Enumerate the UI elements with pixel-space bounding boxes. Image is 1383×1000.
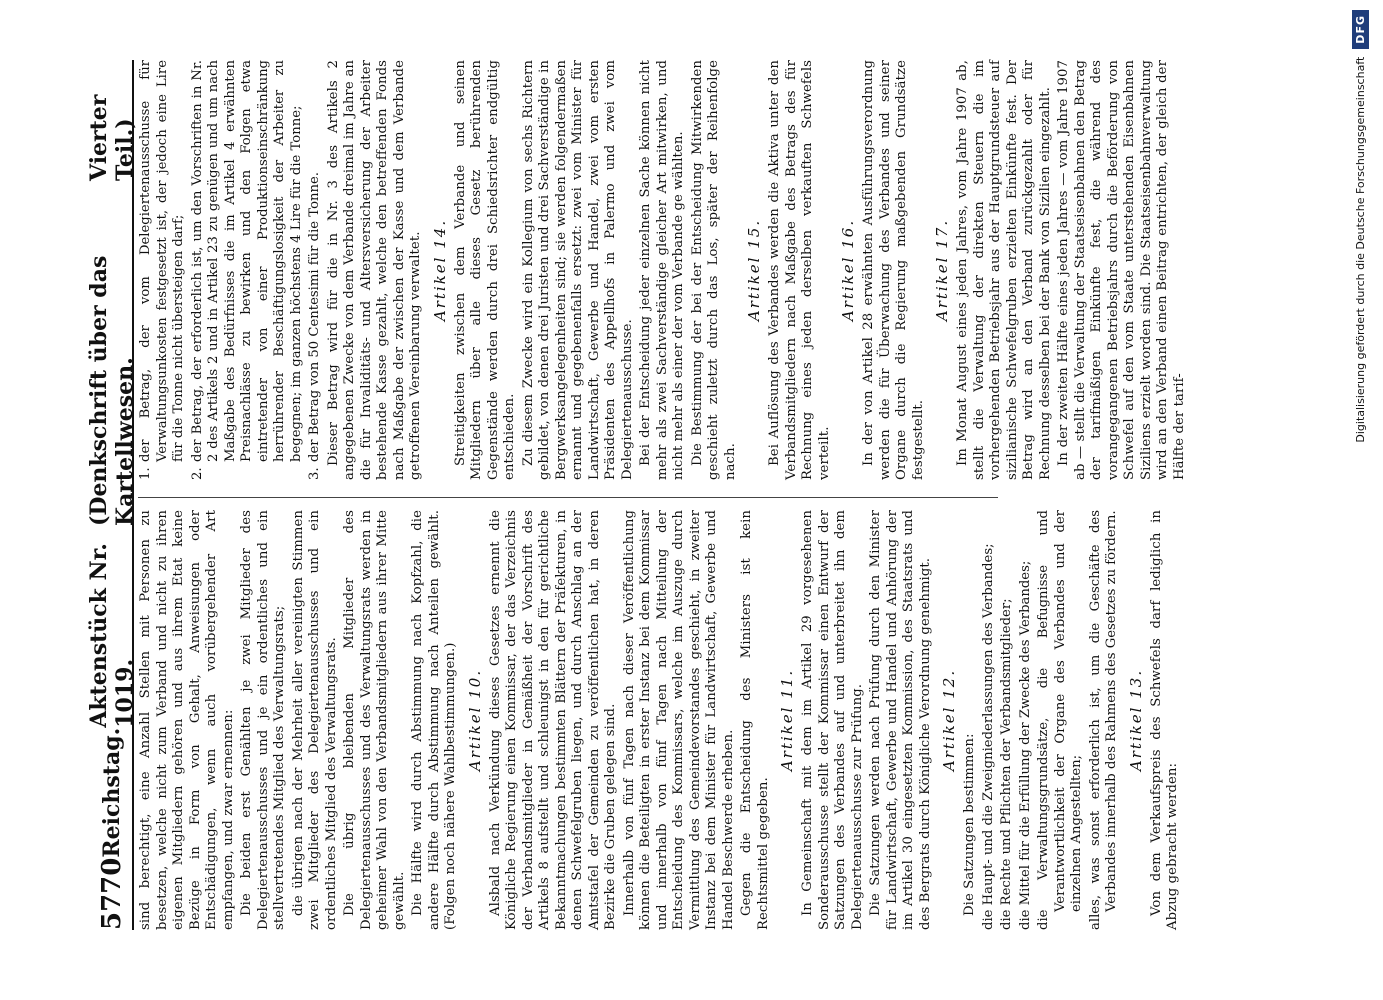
paragraph: Innerhalb von fünf Tagen nach dieser Veröffentlichung können die Beteiligten in erster Instanz bei dem Kommissar und innerhalb von fünf Tagen nach Mitteilung der Entscheidung des Kommissars, welche im Auszuge durch Vermittlung des Gemeindevorstandes geschieht, in zweiter Instanz bei dem Minister für Landwirtschaft, Gewerbe und Handel Beschwerde erheben. — [621, 510, 736, 930]
header-source: Reichstag. — [99, 727, 125, 858]
list-marker: 3. — [307, 467, 322, 480]
paragraph: Zu diesem Zwecke wird ein Kollegium von sechs Richtern gebildet, von denen drei Juristen und drei Sachverständige in Bergwerksangelegenheiten sind; sie werden folgendermaßen ernannt und gegebenenfalls ersetzt: zwei vom Minister für Landwirtschaft, Gewerbe und Handel, zwei vom ersten Präsidenten des Appellhofs in Palermo und zwei vom Delegiertenausschusse. — [520, 60, 635, 480]
article-heading: Artikel 14. — [430, 218, 449, 322]
paragraph: Die Satzungen bestimmen: — [962, 733, 977, 916]
list-marker: 1. — [138, 467, 153, 480]
paragraph: Gegen die Entscheidung des Ministers ist kein Rechtsmittel gegeben. — [739, 510, 771, 930]
paragraph: Dieser Betrag wird für die in Nr. 3 des Artikels 2 angegebenen Zwecke von dem Verbande dreimal im Jahre an die für Invaliditäts- und Altersversicherung der Arbeiter bestehende Kasse gezahlt, welche den betreffenden Fonds nach Maßgabe der zwischen der Kasse und dem Verbande getroffenen Vereinbarung verwaltet. — [325, 60, 423, 480]
left-column — [138, 510, 1180, 930]
list-item-text: der Betrag von 50 Centesimi für die Tonne. — [307, 172, 322, 462]
paragraph: die übrigen nach der Mehrheit aller vereinigten Stimmen zwei Mitglieder des Delegiertenausschusses und ein ordentliches Mitglied des Verwaltungsrats. — [290, 510, 339, 930]
list-item-text: die Verwaltungsgrundsätze, die Befugnisse und Verantwortlichkeit der Organe des Verbandes und der einzelnen Angestellten; — [1036, 510, 1084, 930]
list-item — [999, 510, 1016, 930]
list-item — [190, 60, 306, 480]
list-item — [1018, 510, 1035, 930]
header-part: Vierter Teil.) — [86, 94, 138, 181]
digitization-credit — [1345, 10, 1375, 1000]
list-item-text: alles, was sonst erforderlich ist, um die Geschäfte des Verbandes innerhalb des Rahmens des Gesetzes zu fördern. — [1087, 510, 1119, 930]
paragraph: Die übrig bleibenden Mitglieder des Delegiertenausschusses und des Verwaltungsrats werden in geheimer Wahl von den Verbandsmitgliedern aus ihrer Mitte gewählt. — [342, 510, 407, 930]
page-header — [86, 60, 138, 930]
right-column — [138, 60, 1187, 480]
paragraph: Streitigkeiten zwischen dem Verbande und seinen Mitgliedern über alle dieses Gesetz berührenden Gegenstände werden durch drei Schiedsrichter endgültig entschieden. — [452, 60, 517, 480]
paragraph: Bei Auflösung des Verbandes werden die Aktiva unter den Verbandsmitgliedern nach Maßgabe des Betrags des für Rechnung eines jeden derselben verkauften Schwefels verteilt. — [767, 60, 832, 480]
list-item-text: der Betrag, der erforderlich ist, um den Vorschriften in Nr. 2 des Artikels 2 und in Artikel 23 zu genügen und um nach Maßgabe des Bedürfnisses die im Artikel 4 erwähnten Preisnachlässe zu bewirken und den Folgen etwa eintretender von einer Produktionseinschränkung herrührender Beschäftigungslosigkeit der Arbeiter zu begegnen; im ganzen höchstens 4 Lire für die Tonne; — [189, 60, 304, 462]
article-heading: Artikel 12. — [940, 668, 958, 772]
paragraph: In der zweiten Hälfte eines jeden Jahres — vom Jahre 1907 ab — stellt die Verwaltung der Staatseisenbahnen den Betrag der tarifmäßigen Einkünfte fest, die während des vorangegangenen Betriebsjahrs durch die Beförderung von Schwefel auf den vom Staate unterstehenden Eisenbahnen Siziliens erzielt worden sind. Die Staatseisenbahnverwaltung wird an den Verband einen Beitrag entrichten, der gleich der Hälfte der tarif- — [1056, 60, 1187, 480]
paragraph: Die beiden erst Genählten je zwei Mitglieder des Delegiertenausschusses und je ein ordentliches und ein stellvertretendes Mitglied des Verwaltungsrats; — [239, 510, 287, 930]
article-heading: Artikel 15. — [745, 218, 763, 322]
article-heading: Artikel 10. — [465, 668, 484, 772]
paragraph: Alsbald nach Verkündung dieses Gesetzes ernennt die Königliche Regierung einen Kommissar, der das Verzeichnis der Verbandsmitglieder in Gemäßheit der Vorschrift des Artikels 8 aufstellt und schleunigst in den für gerichtliche Bekanntmachungen bestimmten Blättern der Präfekturen, in denen Schwefelgruben liegen, und durch Anschlag an der Amtstafel der Gemeinden zu veröffentlichen hat, in deren Bezirke die Gruben gelegen sind. — [487, 510, 618, 930]
article-heading: Artikel 11. — [778, 668, 796, 772]
list-item — [1036, 510, 1086, 930]
column-divider — [138, 497, 998, 498]
article-heading: Artikel 13. — [1126, 668, 1145, 772]
list-item — [1088, 510, 1121, 930]
article-heading: Artikel 16. — [839, 218, 857, 322]
list-item-text: die Mittel für die Erfüllung der Zwecke des Verbandes; — [1017, 560, 1033, 930]
list-marker: 2. — [189, 467, 205, 480]
paragraph: sind berechtigt, eine Anzahl Stellen mit Personen zu besetzen, welche nicht zum Verband und nicht zu ihren eigenen Mitgliedern gehören und aus ihrem Etat keine Bezüge in Form von Gehalt, Anweisungen oder Entschädigungen, wenn auch vorübergehender Art empfangen, und zwar ernennen: — [138, 510, 236, 930]
list-item-text: die Rechte und Pflichten der Verbandsmitglieder; — [999, 598, 1014, 930]
header-document-ref: Aktenstück Nr. 1019. — [86, 543, 138, 728]
list-item-text: die Haupt- und die Zweigniederlassungen des Verbandes; — [980, 543, 996, 930]
paragraph: Die Hälfte wird durch Abstimmung nach Kopfzahl, die andere Hälfte durch Abstimmung nach Anteilen gewählt. (Folgen noch nähere Wahlbestimmungen.) — [410, 510, 458, 930]
paragraph: Die Satzungen werden nach Prüfung durch den Minister für Landwirtschaft, Gewerbe und Handel und Anhörung der im Artikel 30 eingesetzten Kommission, des Staatsrats und des Bergrats durch Königliche Verordnung genehmigt. — [868, 510, 933, 930]
paragraph: Im Monat August eines jeden Jahres, vom Jahre 1907 ab, stellt die Verwaltung der direkten Steuern die im vorhergehenden Betriebsjahr aus der Hauptgrundsteuer auf sizilianische Schwefelgruben erzielten Einkünfte fest. Der Betrag wird an den Verband zurückgezahlt oder für Rechnung desselben bei der Bank von Sizilien eingezahlt. — [955, 60, 1053, 480]
article-heading: Artikel 17. — [933, 218, 951, 322]
paragraph: Die Bestimmung der bei der Entscheidung Mitwirkenden geschieht zuletzt durch das Los, später der Reihenfolge nach. — [689, 60, 738, 480]
list-item — [138, 60, 188, 480]
credit-text: Digitalisierung gefördert durch die Deutsche Forschungsgemeinschaft — [1353, 56, 1367, 443]
paragraph: Bei der Entscheidung jeder einzelnen Sache können nicht mehr als zwei Sachverständige gleicher Art mitwirken, und nicht mehr als einer der vom Verbande ge wählten. — [638, 60, 686, 480]
paragraph: Von dem Verkaufspreis des Schwefels darf lediglich in Abzug gebracht werden: — [1148, 510, 1180, 930]
paragraph: In der von Artikel 28 erwähnten Ausführungsverordnung werden die für Überwachung des Verbandes und seiner Organe durch die Regierung maßgebenden Grundsätze festgestellt. — [861, 60, 926, 480]
list-item-text: der Betrag, der vom Delegiertenausschusse für Verwaltungsunkosten festgesetzt ist, der jedoch eine Lire für die Tonne nicht übersteigen darf; — [138, 60, 186, 462]
scanned-page — [20, 60, 1310, 930]
dfg-logo: DFG — [1352, 10, 1369, 49]
list-item — [981, 510, 998, 930]
header-subject: (Denkschrift über das Kartellwesen. — [86, 255, 138, 527]
list-item — [307, 60, 324, 480]
page-number: 5770 — [97, 857, 127, 930]
paragraph: In Gemeinschaft mit dem im Artikel 29 vorgesehenen Sonderausschusse stellt der Kommissar einen Entwurf der Satzungen des Verbandes auf und unterbreitet ihn dem Delegiertenausschusse zur Prüfung. — [800, 510, 865, 930]
